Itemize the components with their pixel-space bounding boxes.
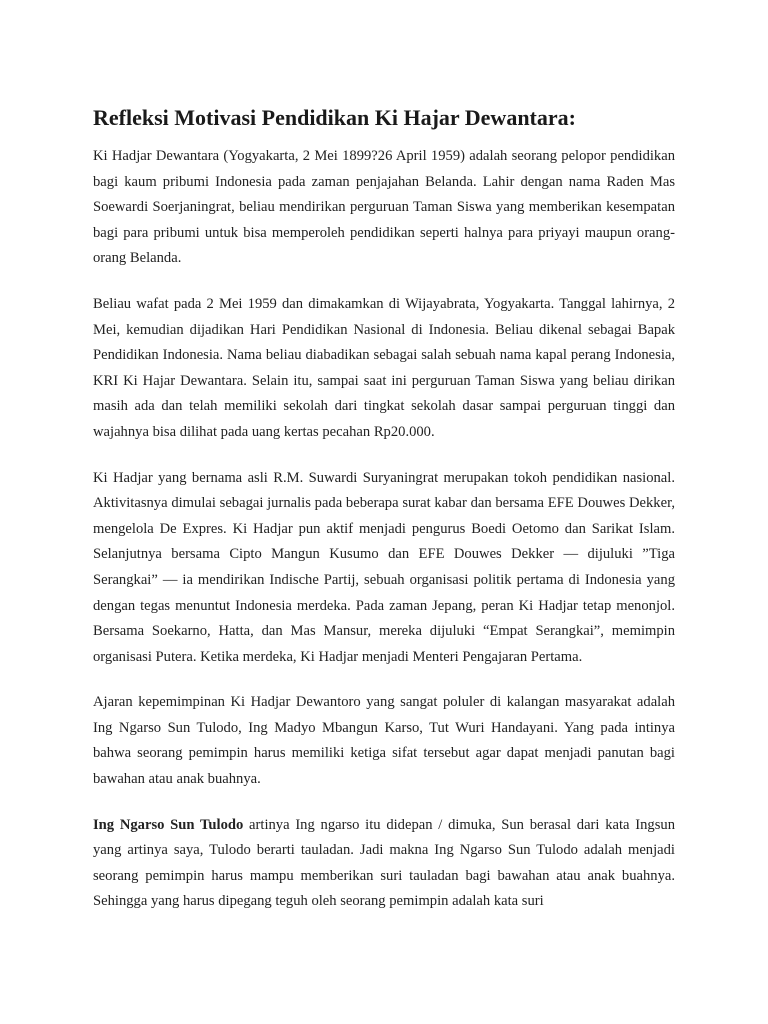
paragraph-2-text: Beliau wafat pada 2 Mei 1959 dan dimakamkan di Wijayabrata, Yogyakarta. Tanggal lahirnya, 2 Mei, kemudian dijadikan Hari Pendidikan Nasional di Indonesia. Beliau dikenal sebagai Bapak Pendidikan Indonesia. Nama beliau diabadikan sebagai salah sebuah nama kapal perang Indonesia, KRI Ki Hajar Dewantara. Selain itu, sampai saat ini perguruan Taman Siswa yang beliau dirikan masih ada dan telah memiliki sekolah dari tingkat sekolah dasar sampai perguruan tinggi dan wajahnya bisa dilihat pada uang kertas pecahan Rp20.000. xyxy=(93,295,675,440)
paragraph-1-text: Ki Hadjar Dewantara (Yogyakarta, 2 Mei 1899?26 April 1959) adalah seorang pelopor pendidikan bagi kaum pribumi Indonesia pada zaman penjajahan Belanda. Lahir dengan nama Raden Mas Soewardi Soerjaningrat, beliau mendirikan perguruan Taman Siswa yang memberikan kesempatan bagi para pribumi untuk bisa memperoleh pendidikan seperti halnya para priyayi maupun orang-orang Belanda. xyxy=(93,148,675,267)
paragraph-3 xyxy=(93,466,675,671)
paragraph-4 xyxy=(93,690,675,792)
document-title: Refleksi Motivasi Pendidikan Ki Hajar Dewantara: xyxy=(93,105,576,130)
paragraph-5 xyxy=(93,813,675,915)
paragraph-3-text: Ki Hadjar yang bernama asli R.M. Suwardi Suryaningrat merupakan tokoh pendidikan nasional. Aktivitasnya dimulai sebagai jurnalis pada beberapa surat kabar dan bersama EFE Douwes Dekker, mengelola De Expres. Ki Hadjar pun aktif menjadi pengurus Boedi Oetomo dan Sarikat Islam. Selanjutnya bersama Cipto Mangun Kusumo dan EFE Douwes Dekker — dijuluki ”Tiga Serangkai” — ia mendirikan Indische Partij, sebuah organisasi politik pertama di Indonesia yang dengan tegas menuntut Indonesia merdeka. Pada zaman Jepang, peran Ki Hadjar tetap menonjol. Bersama Soekarno, Hatta, dan Mas Mansur, mereka dijuluki “Empat Serangkai”, memimpin organisasi Putera. Ketika merdeka, Ki Hadjar menjadi Menteri Pengajaran Pertama. xyxy=(93,469,675,665)
paragraph-5-bold-term: Ing Ngarso Sun Tulodo xyxy=(93,816,244,833)
paragraph-4-text: Ajaran kepemimpinan Ki Hadjar Dewantoro yang sangat poluler di kalangan masyarakat adalah Ing Ngarso Sun Tulodo, Ing Madyo Mbangun Karso, Tut Wuri Handayani. Yang pada intinya bahwa seorang pemimpin harus memiliki ketiga sifat tersebut agar dapat menjadi panutan bagi bawahan atau anak buahnya. xyxy=(93,694,675,788)
paragraph-2 xyxy=(93,292,675,446)
paragraph-1 xyxy=(93,144,675,272)
document-page xyxy=(93,104,675,935)
paragraph-5-text: artinya Ing ngarso itu didepan / dimuka, Sun berasal dari kata Ingsun yang artinya saya, Tulodo berarti tauladan. Jadi makna Ing Ngarso Sun Tulodo adalah menjadi seorang pemimpin harus mampu memberikan suri tauladan bagi bawahan atau anak buahnya. Sehingga yang harus dipegang teguh oleh seorang pemimpin adalah kata suri xyxy=(93,816,676,910)
